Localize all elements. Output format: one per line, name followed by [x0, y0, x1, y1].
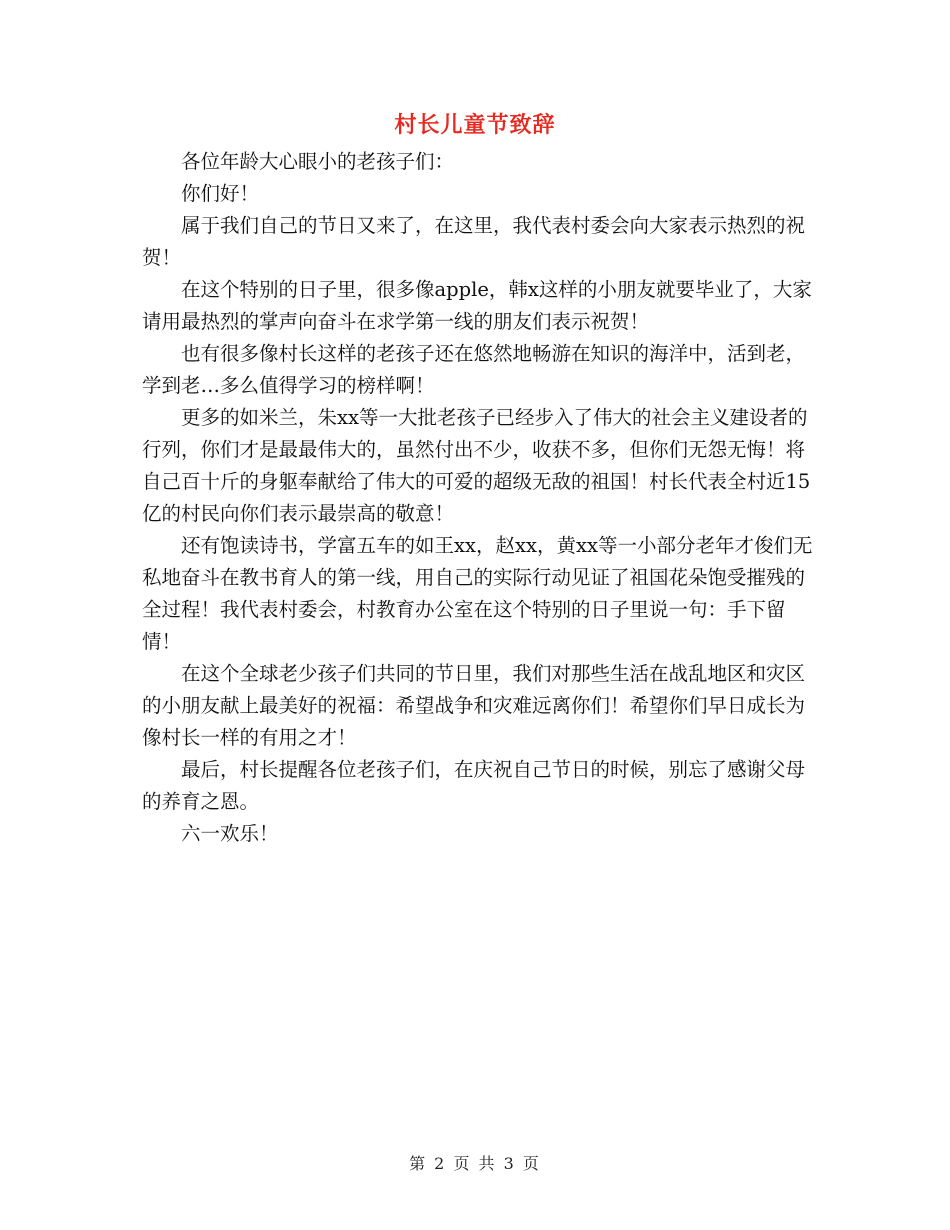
page-number-footer: 第 2 页 共 3 页 — [409, 1154, 541, 1173]
paragraph: 在这个全球老少孩子们共同的节日里，我们对那些生活在战乱地区和灾区的小朋友献上最美好的祝福：希望战争和灾难远离你们！希望你们早日成长为像村长一样的有用之才！ — [142, 662, 806, 749]
paragraph: 更多的如米兰，朱xx等一大批老孩子已经步入了伟大的社会主义建设者的行列，你们才是最最伟大的，虽然付出不少，收获不多，但你们无怨无悔！将自己百十斤的身躯奉献给了伟大的可爱的超级无敌的祖国！村长代表全村近15亿的村民向你们表示最崇高的敬意！ — [142, 406, 811, 525]
paragraph: 还有饱读诗书，学富五车的如王xx，赵xx，黄xx等一小部分老年才俊们无私地奋斗在教书育人的第一线，用自己的实际行动见证了祖国花朵饱受摧残的全过程！我代表村委会，村教育办公室在这个特别的日子里说一句：手下留情！ — [142, 534, 813, 653]
paragraph: 也有很多像村长这样的老孩子还在悠然地畅游在知识的海洋中，活到老，学到老…多么值得学习的榜样啊！ — [142, 342, 806, 397]
paragraph: 最后，村长提醒各位老孩子们，在庆祝自己节日的时候，别忘了感谢父母的养育之恩。 — [142, 758, 806, 813]
paragraph: 在这个特别的日子里，很多像apple，韩x这样的小朋友就要毕业了，大家请用最热烈的掌声向奋斗在求学第一线的朋友们表示祝贺！ — [142, 278, 812, 333]
document-body — [142, 146, 814, 850]
paragraph-hello: 你们好！ — [181, 182, 260, 205]
paragraph: 属于我们自己的节日又来了，在这里，我代表村委会向大家表示热烈的祝贺！ — [142, 214, 806, 269]
paragraph-greeting: 各位年龄大心眼小的老孩子们： — [181, 150, 455, 173]
document-title: 村长儿童节致辞 — [394, 112, 556, 138]
paragraph-closing: 六一欢乐！ — [181, 822, 279, 845]
